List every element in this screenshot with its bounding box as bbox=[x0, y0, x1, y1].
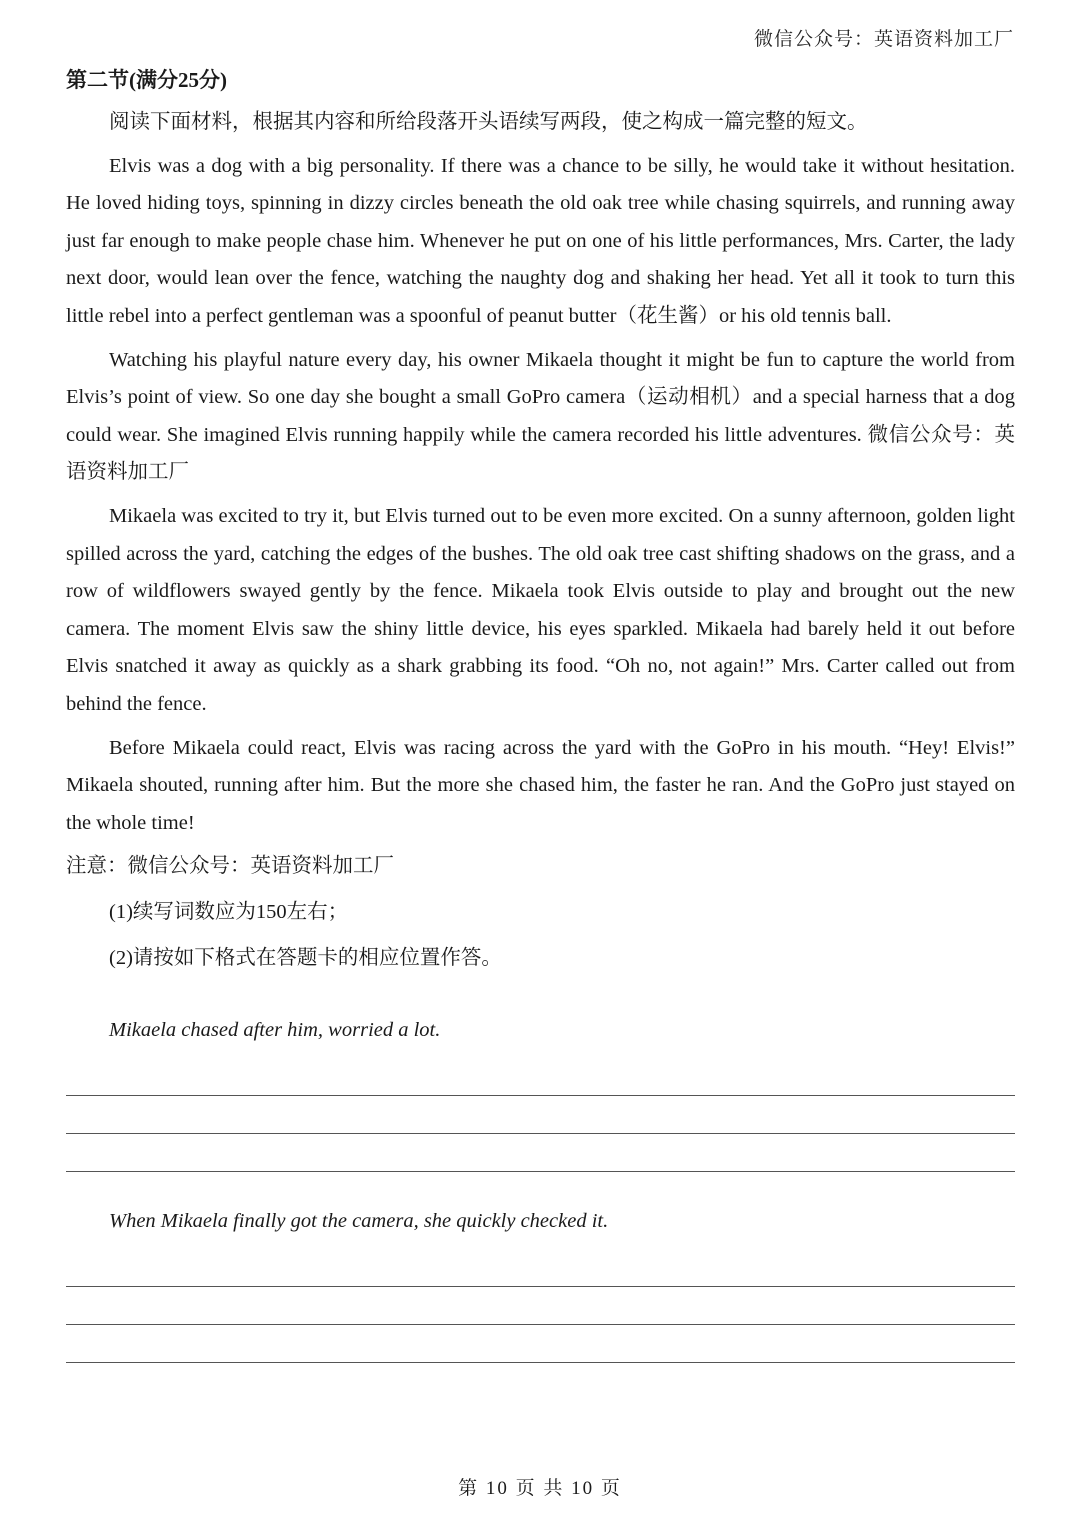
passage-paragraph-2: Watching his playful nature every day, his owner Mikaela thought it might be fun to capture the world from Elvis’s point of view. So one day she bought a small GoPro camera（运动相机）and a special harness that a dog could wear. She imagined Elvis running happily while the camera recorded his little adventures. 微信公众号：英语资料加工厂 bbox=[66, 348, 1015, 484]
passage-paragraph-3: Mikaela was excited to try it, but Elvis turned out to be even more excited. On a sunny afternoon, golden light spilled across the yard, catching the edges of the bushes. The old oak tree cast shifting shadows on the grass, and a row of wildflowers swayed gently by the fence. Mikaela took Elvis outside to play and brought out the new camera. The moment Elvis saw the shiny little device, his eyes sparkled. Mikaela had barely held it out before Elvis snatched it away as quickly as a shark grabbing its food. “Oh no, not again!” Mrs. Carter called out from behind the fence. bbox=[66, 504, 1015, 715]
notes-label: 注意：微信公众号：英语资料加工厂 bbox=[66, 855, 394, 878]
instruction-text: 阅读下面材料，根据其内容和所给段落开头语续写两段，使之构成一篇完整的短文。 bbox=[109, 111, 868, 133]
header-watermark: 微信公众号：英语资料加工厂 bbox=[753, 29, 1014, 50]
continuation-prompt-1: Mikaela chased after him, worried a lot. bbox=[109, 1019, 441, 1041]
answer-line bbox=[66, 1171, 1015, 1172]
section-title: 第二节(满分25分) bbox=[66, 68, 227, 92]
passage-content bbox=[66, 104, 1015, 984]
passage-paragraph-1: Elvis was a dog with a big personality. If there was a chance to be silly, he would take it without hesitation. He loved hiding toys, spinning in dizzy circles beneath the old oak tree while chasing squirrels, and running away just far enough to make people chase him. Whenever he put on one of his little performances, Mrs. Carter, the lady next door, would lean over the fence, watching the naughty dog and shaking her head. Yet all it took to turn this little rebel into a perfect gentleman was a spoonful of peanut butter（花生酱）or his old tennis ball. bbox=[66, 154, 1015, 327]
continuation-prompt-2: When Mikaela finally got the camera, she quickly checked it. bbox=[109, 1210, 609, 1232]
answer-line bbox=[66, 1286, 1015, 1287]
page-footer: 第 10 页 共 10 页 bbox=[458, 1478, 622, 1499]
answer-line bbox=[66, 1324, 1015, 1325]
note-item-2: (2)请按如下格式在答题卡的相应位置作答。 bbox=[109, 946, 502, 969]
passage-paragraph-4: Before Mikaela could react, Elvis was racing across the yard with the GoPro in his mouth. “Hey! Elvis!” Mikaela shouted, running after him. But the more she chased him, the faster he ran. And the GoPro just stayed on the whole time! bbox=[66, 736, 1015, 834]
answer-line bbox=[66, 1133, 1015, 1134]
note-item-1: (1)续写词数应为150左右； bbox=[109, 900, 349, 923]
answer-line bbox=[66, 1095, 1015, 1096]
answer-line bbox=[66, 1362, 1015, 1363]
